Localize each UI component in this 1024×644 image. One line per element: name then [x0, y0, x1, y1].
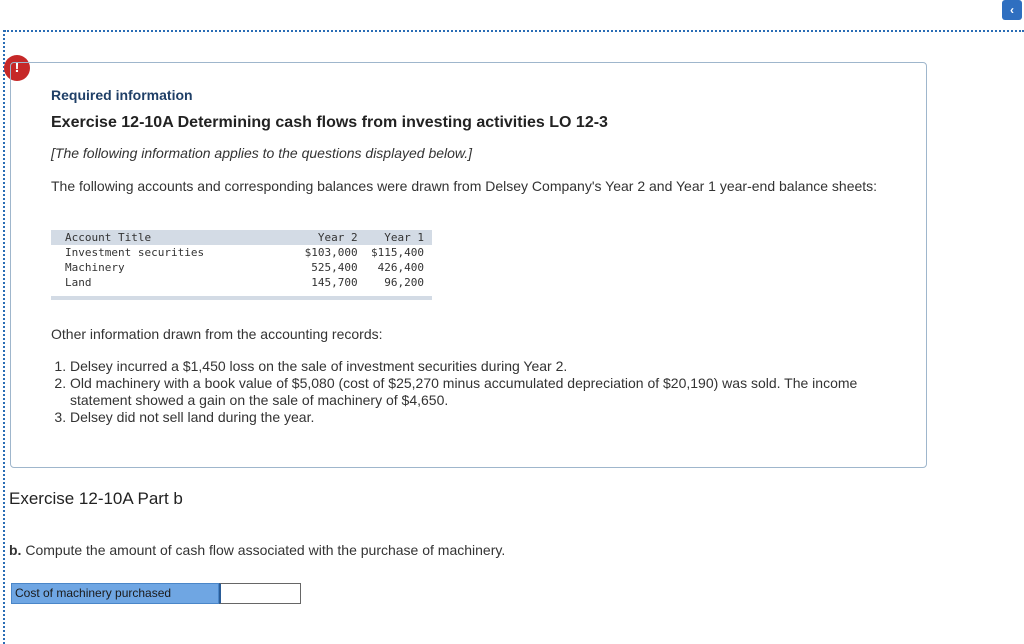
- column-header: Year 2: [317, 231, 358, 244]
- list-item: 1. Delsey incurred a $1,450 loss on the sale of investment securities during Year 2.: [70, 358, 910, 375]
- machinery-cost-input[interactable]: [219, 583, 301, 604]
- table-cell: $115,400: [371, 246, 424, 259]
- balance-table: [51, 230, 432, 290]
- table-header-row: [51, 230, 432, 245]
- applies-note: [The following information applies to the questions displayed below.]: [51, 145, 473, 161]
- required-info-heading: Required information: [51, 87, 193, 103]
- question-prefix: b.: [9, 542, 22, 558]
- question-text: [9, 542, 505, 558]
- table-row: [51, 260, 432, 275]
- chevron-icon[interactable]: ‹: [1002, 0, 1022, 20]
- list-item: 3. Delsey did not sell land during the year.: [70, 409, 910, 426]
- other-info-list: [51, 358, 910, 426]
- table-row: [51, 245, 432, 260]
- question-body: Compute the amount of cash flow associated with the purchase of machinery.: [21, 542, 506, 558]
- column-header: Account Title: [65, 231, 152, 244]
- table-cell: 96,200: [384, 276, 424, 289]
- column-header: Year 1: [384, 231, 424, 244]
- answer-label: Cost of machinery purchased: [11, 583, 219, 604]
- table-cell: 145,700: [311, 276, 358, 289]
- table-cell: Machinery: [65, 261, 125, 274]
- table-cell: 426,400: [377, 261, 424, 274]
- left-dotted-divider: [3, 30, 5, 644]
- top-dotted-divider: [4, 30, 1024, 32]
- part-title: Exercise 12-10A Part b: [9, 489, 183, 508]
- intro-text: The following accounts and corresponding balances were drawn from Delsey Company's Year 2 and Year 1 year-end balance sheets:: [51, 178, 878, 194]
- list-item: 2. Old machinery with a book value of $5,080 (cost of $25,270 minus accumulated depreciation of $20,190) was sold. The income statement showed a gain on the sale of machinery of $4,650.: [70, 375, 910, 409]
- answer-row: [11, 583, 301, 604]
- other-info-heading: Other information drawn from the accounting records:: [51, 326, 383, 342]
- table-cell: Land: [65, 276, 92, 289]
- table-bottom-rule: [51, 296, 432, 300]
- alert-icon: !: [4, 55, 30, 81]
- table-cell: 525,400: [311, 261, 358, 274]
- exercise-title: Exercise 12-10A Determining cash flows from investing activities LO 12-3: [51, 114, 608, 131]
- table-cell: Investment securities: [65, 246, 205, 259]
- table-cell: $103,000: [304, 246, 358, 259]
- table-row: [51, 275, 432, 290]
